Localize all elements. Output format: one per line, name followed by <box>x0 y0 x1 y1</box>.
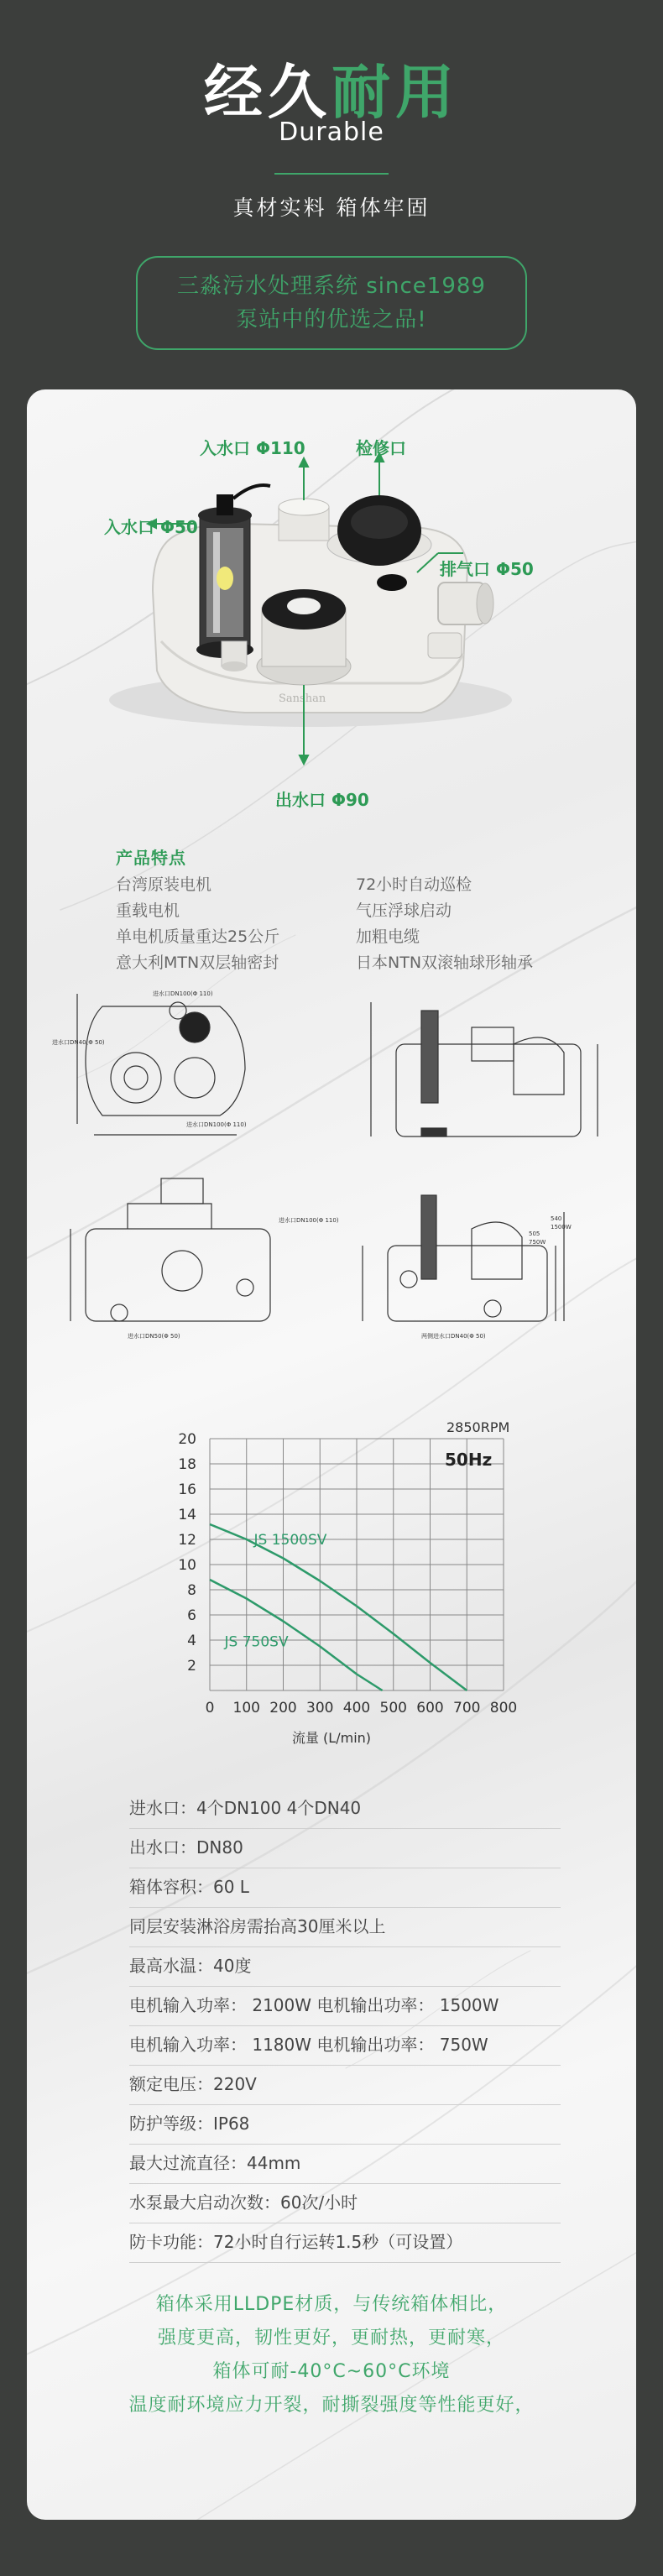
feature-item: 重载电机 <box>116 901 180 920</box>
y-tick-label: 10 <box>178 1557 196 1574</box>
x-tick-label: 100 <box>232 1700 260 1716</box>
series-label: JS 1500SV <box>253 1532 327 1549</box>
callout-outlet: 出水口 Φ90 <box>275 790 369 810</box>
callout-vent: 排气口 Φ50 <box>440 559 534 579</box>
pill-line-1: 三淼污水处理系统 since1989 <box>177 274 486 299</box>
label-dim-540: 540 <box>551 1215 562 1222</box>
performance-chart <box>111 1415 564 1768</box>
drawing-side-view <box>70 1178 270 1321</box>
x-tick-label: 400 <box>342 1700 371 1716</box>
y-tick-label: 18 <box>178 1456 196 1473</box>
x-tick-label: 200 <box>269 1700 297 1716</box>
y-tick-label: 20 <box>178 1431 196 1448</box>
spec-row: 防护等级：IP68 <box>129 2105 561 2145</box>
divider <box>274 173 389 175</box>
feature-item: 日本NTN双滚轴球形轴承 <box>356 954 534 972</box>
technical-drawings <box>27 977 636 1346</box>
label-dim-505: 505 <box>529 1231 540 1237</box>
callout-inspection: 检修口 <box>356 438 406 458</box>
drawing-side-view-2 <box>363 1195 564 1321</box>
label-inlet-dn100: 进水口DN100(Φ 110) <box>186 1121 247 1128</box>
y-tick-label: 14 <box>178 1507 196 1523</box>
brand-pill <box>136 256 527 350</box>
spec-row: 最大过流直径：44mm <box>129 2145 561 2184</box>
hero-tagline: 真材实料 箱体牢固 <box>232 196 431 220</box>
desc-line: 温度耐环境应力开裂，耐撕裂强度等性能更好， <box>128 2395 535 2416</box>
pump-station-image <box>27 389 636 826</box>
chart-subtitle: 2850RPM <box>446 1419 510 1435</box>
y-tick-label: 8 <box>187 1582 196 1599</box>
desc-line: 箱体采用LLDPE材质，与传统箱体相比， <box>155 2294 508 2315</box>
label-dim-1500w: 1500W <box>551 1224 572 1231</box>
feature-item: 意大利MTN双层轴密封 <box>116 954 279 972</box>
desc-line: 强度更高，韧性更好，更耐热，更耐寒， <box>157 2328 505 2349</box>
feature-item: 台湾原装电机 <box>116 875 212 894</box>
pill-line-2: 泵站中的优选之品! <box>236 307 427 332</box>
x-tick-label: 700 <box>453 1700 481 1716</box>
drawing-top-view <box>77 994 245 1135</box>
chart-svg <box>111 1415 564 1768</box>
feature-item: 单电机质量重达25公斤 <box>116 927 280 946</box>
spec-table <box>129 1790 561 2263</box>
drawing-front-view <box>371 1002 598 1136</box>
y-tick-label: 6 <box>187 1607 196 1624</box>
x-tick-label: 600 <box>416 1700 444 1716</box>
feature-item: 加粗电缆 <box>356 927 420 946</box>
label-dim-750w: 750W <box>529 1239 546 1246</box>
y-tick-label: 16 <box>178 1481 196 1498</box>
feature-item: 气压浮球启动 <box>356 901 452 920</box>
content-card <box>27 389 636 2520</box>
material-description <box>27 2288 636 2422</box>
feature-item: 72小时自动巡检 <box>356 875 472 894</box>
features-title: 产品特点 <box>116 848 186 868</box>
spec-row: 出水口：DN80 <box>129 1829 561 1868</box>
spec-row: 额定电压：220V <box>129 2066 561 2105</box>
label-inlet-dn100: 进水口DN100(Φ 110) <box>153 990 213 997</box>
brand-emboss: Sanshan <box>279 692 326 705</box>
y-tick-label: 2 <box>187 1658 196 1675</box>
hero-title-white: 经久 <box>204 58 332 127</box>
hero-subtitle: Durable <box>279 118 384 147</box>
spec-row: 最高水温：40度 <box>129 1947 561 1987</box>
callout-inlet-110: 入水口 Φ110 <box>200 438 305 458</box>
spec-row: 电机输入功率： 1180W 电机输出功率： 750W <box>129 2026 561 2066</box>
hero-title-green: 耐用 <box>332 58 459 127</box>
spec-row: 进水口：4个DN100 4个DN40 <box>129 1790 561 1829</box>
header-section <box>0 0 663 394</box>
x-tick-label: 500 <box>379 1700 407 1716</box>
desc-line: 箱体可耐-40°C~60°C环境 <box>212 2361 451 2382</box>
label-inlet-dn40: 进水口DN40(Φ 50) <box>52 1039 105 1046</box>
spec-row: 防卡功能：72小时自行运转1.5秒（可设置） <box>129 2223 561 2263</box>
series-label: JS 750SV <box>224 1633 289 1651</box>
features-left <box>116 872 279 976</box>
drawings-svg <box>27 977 636 1346</box>
product-illustration <box>27 389 636 826</box>
spec-row: 同层安装淋浴房需抬高30厘米以上 <box>129 1908 561 1947</box>
x-tick-label: 300 <box>306 1700 334 1716</box>
x-axis-label: 流量 (L/min) <box>291 1730 372 1746</box>
label-both-sides: 两侧进水口DN40(Φ 50) <box>421 1333 486 1340</box>
y-tick-label: 4 <box>187 1633 196 1649</box>
label-side-inlet: 进水口DN100(Φ 110) <box>279 1217 339 1224</box>
x-tick-label: 0 <box>205 1700 215 1716</box>
callout-inlet-50: 入水口 Φ50 <box>104 517 198 537</box>
y-tick-label: 12 <box>178 1532 196 1549</box>
spec-row: 电机输入功率： 2100W 电机输出功率： 1500W <box>129 1987 561 2026</box>
spec-row: 水泵最大启动次数：60次/小时 <box>129 2184 561 2223</box>
chart-title: 50Hz <box>445 1450 493 1470</box>
x-tick-label: 800 <box>489 1700 518 1716</box>
label-inlet-dn50: 进水口DN50(Φ 50) <box>128 1333 180 1340</box>
features-right <box>356 872 533 976</box>
spec-row: 箱体容积：60 L <box>129 1868 561 1908</box>
